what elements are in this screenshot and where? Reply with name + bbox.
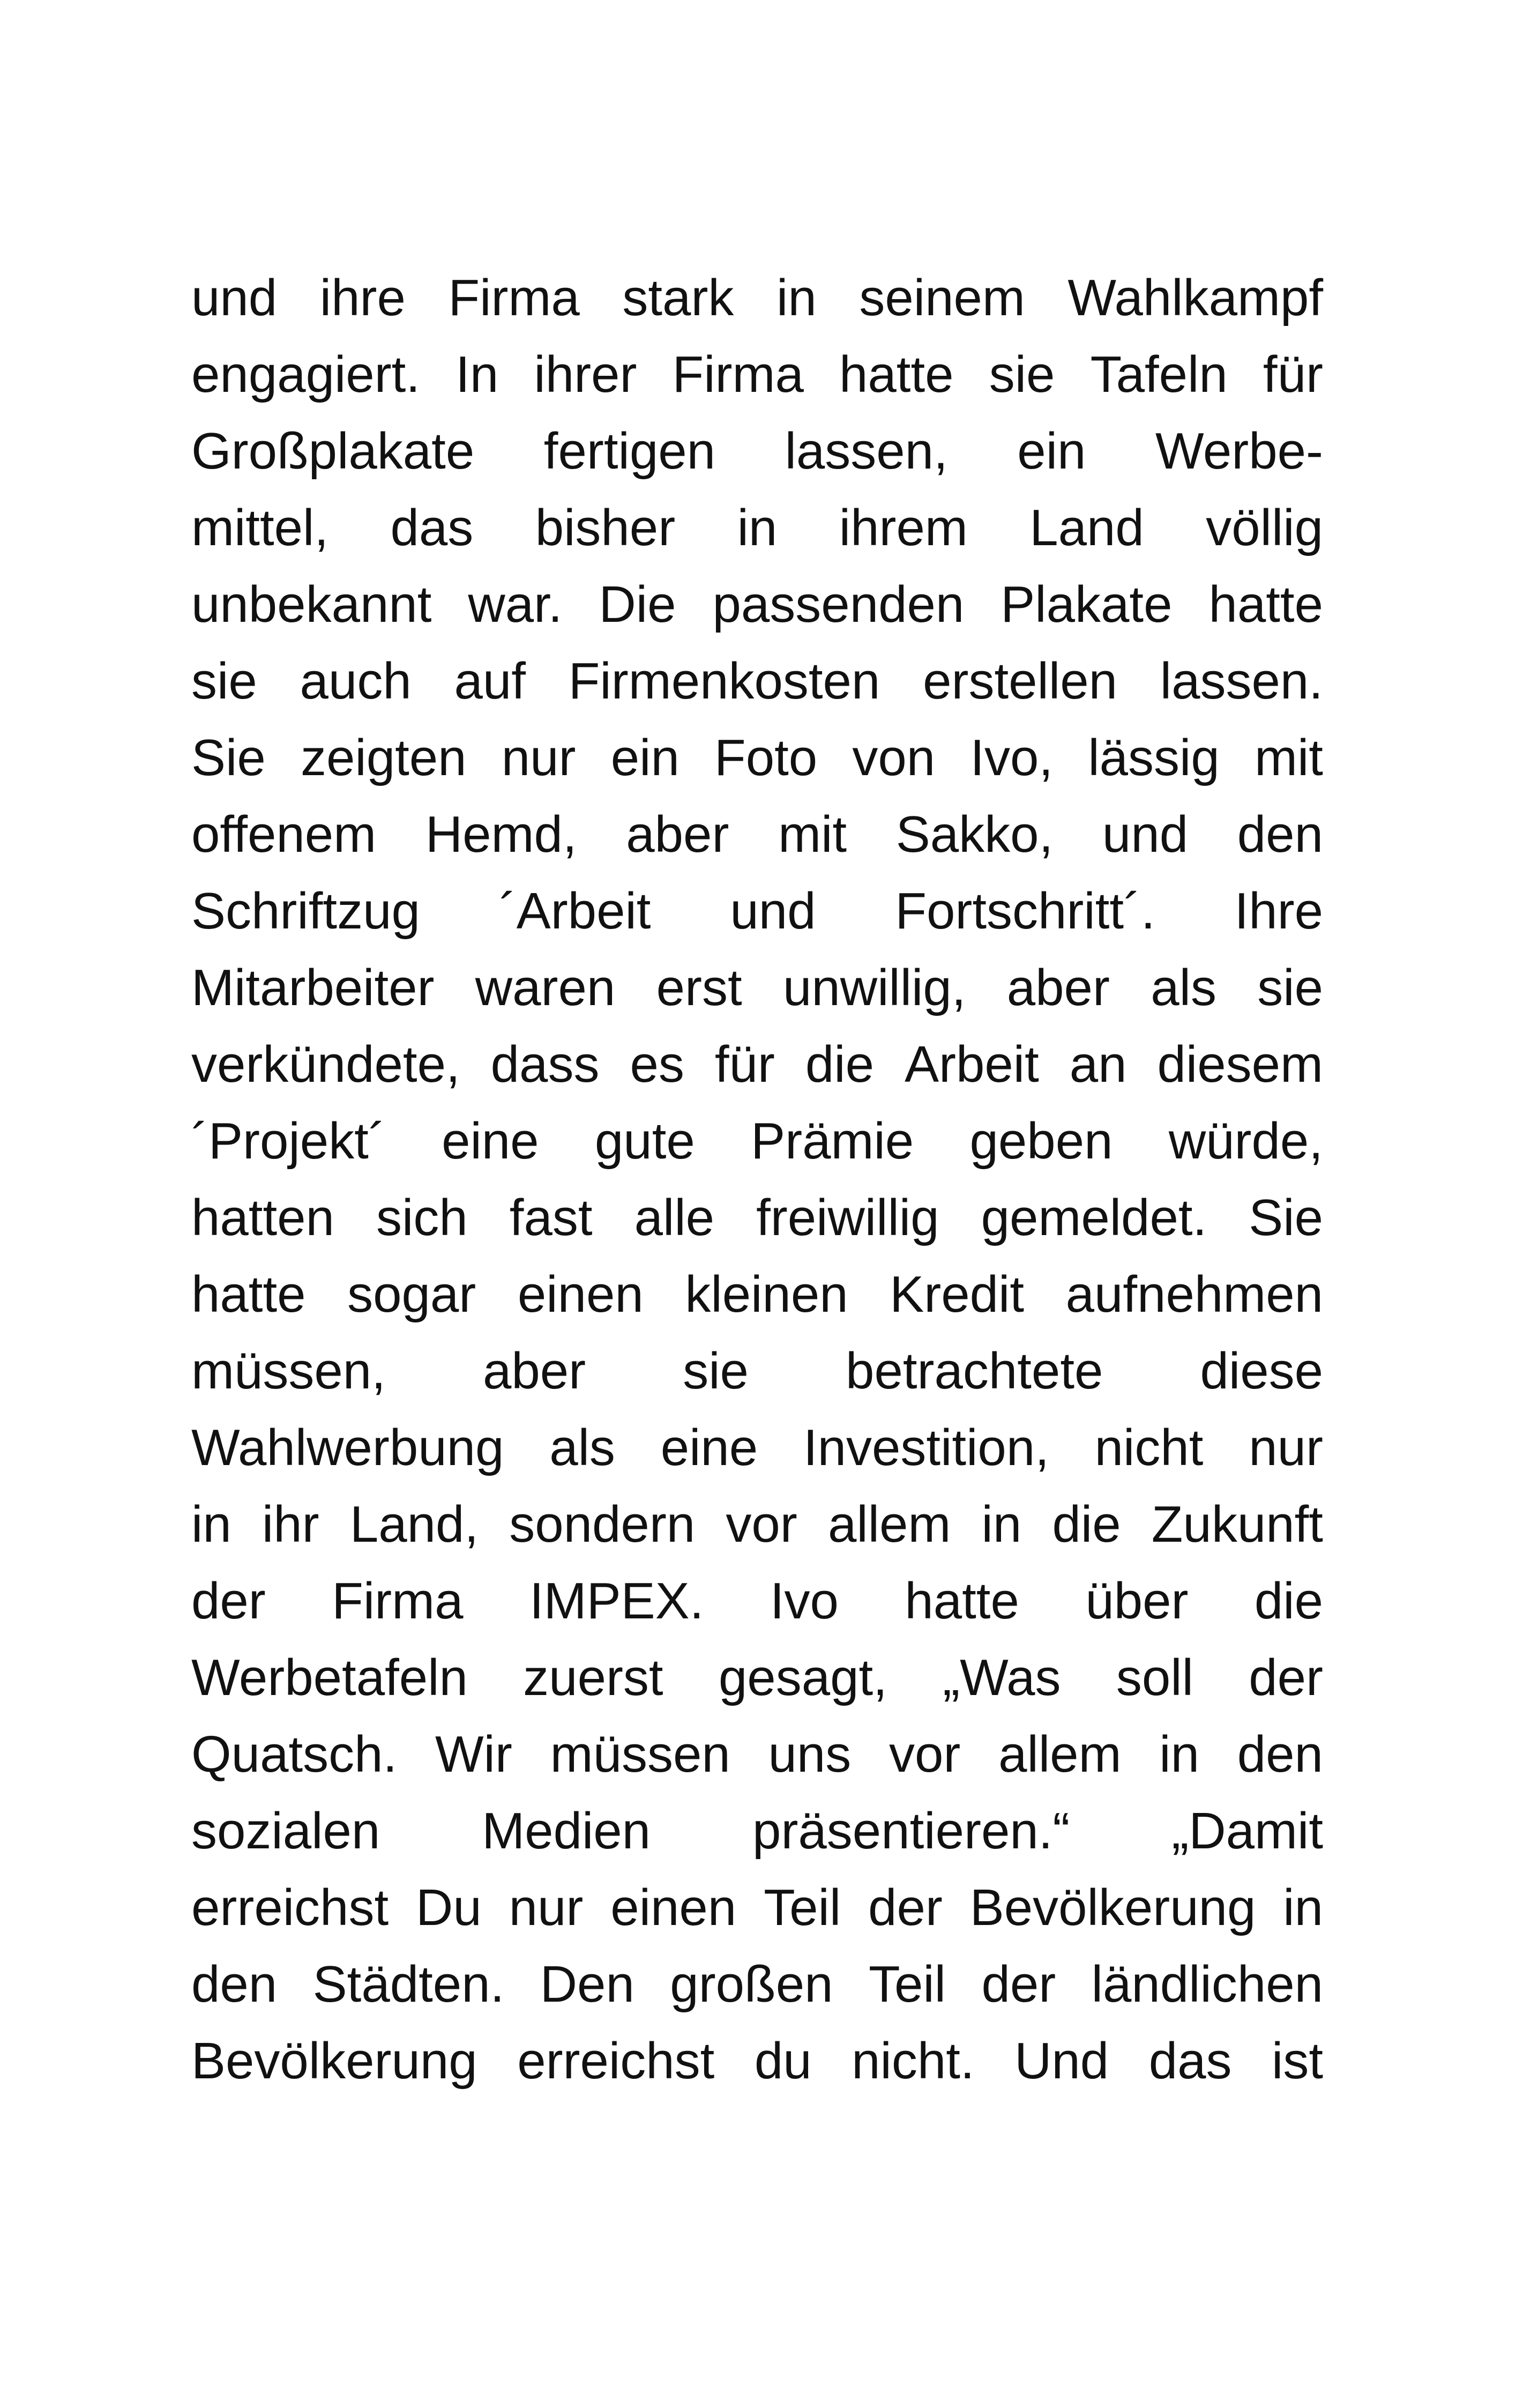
word: sie xyxy=(191,652,257,710)
word: Großplakate xyxy=(191,422,475,480)
word: fertigen xyxy=(543,422,715,480)
word: vor xyxy=(889,1726,961,1783)
word: Den xyxy=(540,1956,634,2013)
word: Hemd, xyxy=(425,806,577,863)
text-line xyxy=(191,949,1323,1026)
word: sie xyxy=(683,1342,749,1400)
word: Werbetafeln xyxy=(191,1649,468,1706)
word: Ivo xyxy=(770,1572,839,1630)
text-line xyxy=(191,566,1323,643)
word: würde, xyxy=(1168,1112,1323,1170)
word: aber xyxy=(482,1342,586,1400)
word: zuerst xyxy=(523,1649,663,1706)
word: präsentieren.“ xyxy=(752,1802,1070,1860)
word: in xyxy=(1283,1879,1323,1936)
word: Bevölkerung xyxy=(969,1879,1256,1936)
text-line xyxy=(191,1563,1323,1639)
word: Ivo, xyxy=(970,729,1054,786)
word: Bevölkerung xyxy=(191,2032,477,2090)
word: in xyxy=(777,269,817,326)
word: in xyxy=(737,499,778,556)
word: allem xyxy=(998,1726,1122,1783)
word: den xyxy=(1237,1726,1323,1783)
text-line xyxy=(191,1639,1323,1716)
word: Wahlwerbung xyxy=(191,1419,504,1476)
word: das xyxy=(1148,2032,1232,2090)
word: fast xyxy=(509,1189,593,1246)
word: Schriftzug xyxy=(191,882,420,940)
word: bisher xyxy=(535,499,676,556)
word: der xyxy=(191,1572,266,1630)
word: als xyxy=(1151,959,1216,1016)
word: Firma xyxy=(332,1572,464,1630)
word: Firma xyxy=(448,269,580,326)
word: Die xyxy=(599,576,676,633)
word: hatten xyxy=(191,1189,334,1246)
text-line xyxy=(191,1793,1323,1869)
word: Foto xyxy=(714,729,818,786)
word: verkündete, xyxy=(191,1036,460,1093)
word: Fortschritt´. xyxy=(895,882,1155,940)
word: nicht xyxy=(1094,1419,1204,1476)
word: sozialen xyxy=(191,1802,380,1860)
word: ihre xyxy=(319,269,406,326)
word: In xyxy=(456,346,499,403)
word: sondern xyxy=(509,1496,696,1553)
word: offenem xyxy=(191,806,377,863)
word: und xyxy=(730,882,816,940)
word: völlig xyxy=(1206,499,1323,556)
word: nur xyxy=(1249,1419,1323,1476)
word: der xyxy=(981,1956,1056,2013)
word: Ihre xyxy=(1234,882,1323,940)
word: Prämie xyxy=(751,1112,914,1170)
word: dass xyxy=(490,1036,600,1093)
word: einen xyxy=(610,1879,737,1936)
word: aber xyxy=(1006,959,1110,1016)
word: engagiert. xyxy=(191,346,420,403)
word: für xyxy=(714,1036,775,1093)
text-line xyxy=(191,643,1323,719)
text-line xyxy=(191,1256,1323,1333)
word: gemeldet. xyxy=(981,1189,1207,1246)
word: Werbe- xyxy=(1155,422,1323,480)
word: „Damit xyxy=(1171,1802,1323,1860)
text-line xyxy=(191,1026,1323,1103)
word: ihrer xyxy=(534,346,637,403)
text-line xyxy=(191,1409,1323,1486)
word: Sakko, xyxy=(895,806,1054,863)
word: ländlichen xyxy=(1091,1956,1323,2013)
text-line xyxy=(191,259,1323,336)
word: über xyxy=(1085,1572,1189,1630)
word: hatte xyxy=(839,346,954,403)
word: als xyxy=(549,1419,615,1476)
text-line xyxy=(191,1179,1323,1256)
word: eine xyxy=(442,1112,539,1170)
word: Mitarbeiter xyxy=(191,959,435,1016)
word: auf xyxy=(454,652,526,710)
text-line xyxy=(191,2023,1323,2099)
word: nur xyxy=(501,729,576,786)
word: in xyxy=(981,1496,1022,1553)
word: Wahlkampf xyxy=(1067,269,1323,326)
word: erreichst xyxy=(517,2032,715,2090)
word: zeigten xyxy=(300,729,467,786)
word: Plakate xyxy=(1001,576,1173,633)
word: gesagt, xyxy=(718,1649,887,1706)
word: aufnehmen xyxy=(1065,1266,1323,1323)
word: in xyxy=(191,1496,232,1553)
word: passenden xyxy=(712,576,965,633)
word: sie xyxy=(989,346,1055,403)
word: freiwillig xyxy=(756,1189,939,1246)
text-line xyxy=(191,1869,1323,1946)
word: erstellen xyxy=(923,652,1117,710)
word: mit xyxy=(778,806,847,863)
text-line xyxy=(191,796,1323,873)
word: unbekannt xyxy=(191,576,432,633)
word: du xyxy=(754,2032,812,2090)
word: müssen xyxy=(550,1726,730,1783)
word: kleinen xyxy=(685,1266,848,1323)
text-line xyxy=(191,1486,1323,1563)
word: eine xyxy=(660,1419,758,1476)
word: nicht. xyxy=(852,2032,975,2090)
word: Sie xyxy=(1249,1189,1323,1246)
word: der xyxy=(1249,1649,1323,1706)
word: Tafeln xyxy=(1090,346,1228,403)
text-line xyxy=(191,489,1323,566)
text-line xyxy=(191,1946,1323,2023)
word: Und xyxy=(1014,2032,1109,2090)
word: Land xyxy=(1029,499,1144,556)
word: alle xyxy=(634,1189,715,1246)
word: Teil xyxy=(868,1956,946,2013)
text-line xyxy=(191,1333,1323,1409)
word: den xyxy=(191,1956,278,2013)
body-text xyxy=(191,259,1323,2099)
word: die xyxy=(1254,1572,1323,1630)
word: Firma xyxy=(672,346,804,403)
word: ein xyxy=(1017,422,1086,480)
word: für xyxy=(1263,346,1323,403)
word: der xyxy=(868,1879,943,1936)
word: ´Arbeit xyxy=(499,882,651,940)
word: IMPEX. xyxy=(529,1572,704,1630)
text-line xyxy=(191,873,1323,949)
text-line xyxy=(191,1716,1323,1793)
word: diese xyxy=(1200,1342,1323,1400)
word: ein xyxy=(610,729,680,786)
word: Wir xyxy=(435,1726,512,1783)
word: müssen, xyxy=(191,1342,386,1400)
word: Medien xyxy=(482,1802,651,1860)
word: sich xyxy=(376,1189,468,1246)
word: waren xyxy=(475,959,616,1016)
word: diesem xyxy=(1157,1036,1323,1093)
word: Land, xyxy=(349,1496,479,1553)
word: lassen. xyxy=(1160,652,1323,710)
word: vor xyxy=(726,1496,797,1553)
word: erreichst xyxy=(191,1879,389,1936)
word: Teil xyxy=(764,1879,841,1936)
word: mittel, xyxy=(191,499,329,556)
word: „Was xyxy=(943,1649,1061,1706)
word: auch xyxy=(300,652,412,710)
word: ihrem xyxy=(839,499,968,556)
word: an xyxy=(1069,1036,1127,1093)
word: hatte xyxy=(191,1266,306,1323)
word: von xyxy=(852,729,936,786)
word: hatte xyxy=(1208,576,1323,633)
word: Kredit xyxy=(890,1266,1024,1323)
word: Firmenkosten xyxy=(568,652,880,710)
word: soll xyxy=(1116,1649,1193,1706)
word: in xyxy=(1159,1726,1199,1783)
text-line xyxy=(191,1103,1323,1179)
text-line xyxy=(191,336,1323,413)
word: lassen, xyxy=(785,422,948,480)
word: geben xyxy=(969,1112,1113,1170)
word: es xyxy=(630,1036,684,1093)
word: ihr xyxy=(262,1496,319,1553)
word: seinem xyxy=(859,269,1025,326)
word: mit xyxy=(1254,729,1323,786)
word: ´Projekt´ xyxy=(191,1112,386,1170)
word: aber xyxy=(626,806,729,863)
word: Zukunft xyxy=(1151,1496,1323,1553)
word: einen xyxy=(517,1266,644,1323)
word: und xyxy=(1102,806,1189,863)
word: sie xyxy=(1257,959,1323,1016)
text-line xyxy=(191,413,1323,489)
word: hatte xyxy=(905,1572,1019,1630)
word: stark xyxy=(622,269,734,326)
word: Sie xyxy=(191,729,266,786)
word: erst xyxy=(656,959,742,1016)
word: Investition, xyxy=(803,1419,1049,1476)
word: gute xyxy=(594,1112,695,1170)
word: Quatsch. xyxy=(191,1726,398,1783)
word: den xyxy=(1237,806,1323,863)
word: ist xyxy=(1272,2032,1323,2090)
word: und xyxy=(191,269,278,326)
word: betrachtete xyxy=(846,1342,1103,1400)
word: nur xyxy=(509,1879,584,1936)
text-line xyxy=(191,719,1323,796)
word: war. xyxy=(468,576,563,633)
word: das xyxy=(390,499,474,556)
word: Du xyxy=(416,1879,482,1936)
word: Arbeit xyxy=(904,1036,1039,1093)
word: lässig xyxy=(1088,729,1220,786)
word: sogar xyxy=(347,1266,476,1323)
word: allem xyxy=(827,1496,951,1553)
word: unwillig, xyxy=(782,959,966,1016)
word: uns xyxy=(768,1726,852,1783)
word: großen xyxy=(670,1956,833,2013)
word: die xyxy=(1052,1496,1121,1553)
word: Städten. xyxy=(312,1956,505,2013)
word: die xyxy=(805,1036,874,1093)
